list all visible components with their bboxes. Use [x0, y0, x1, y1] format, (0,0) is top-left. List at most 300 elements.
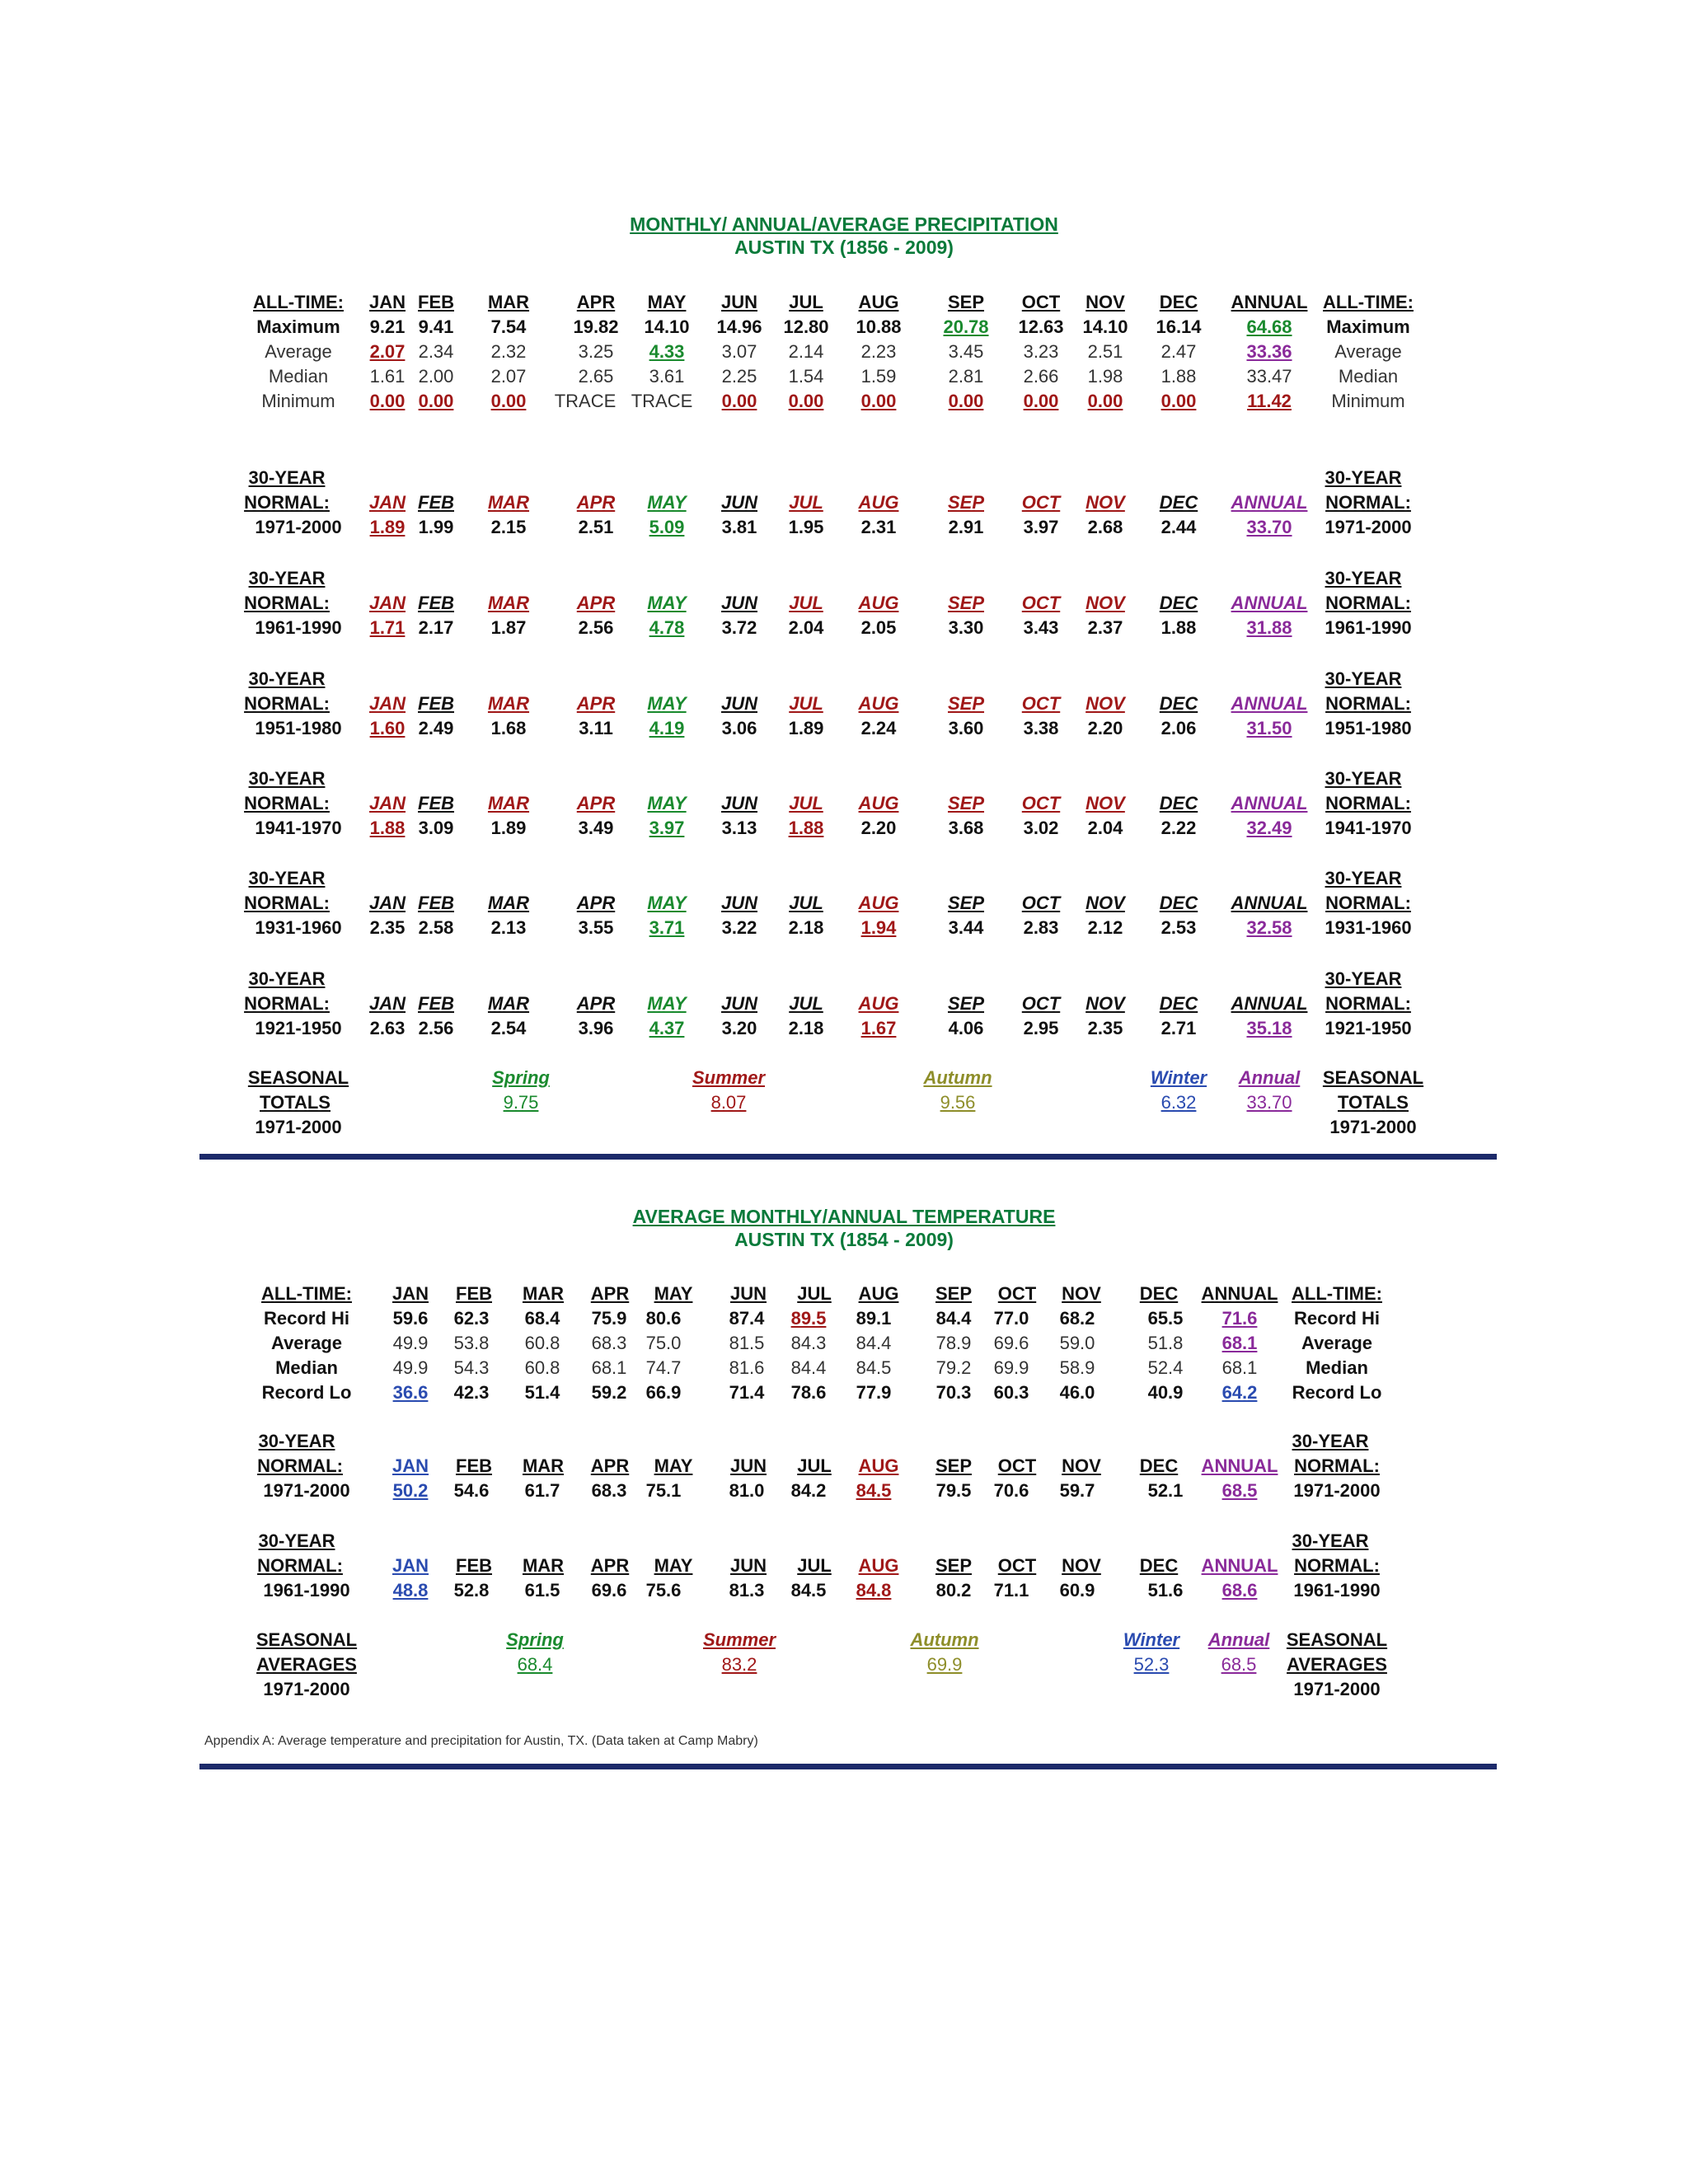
data-cell: 84.4	[856, 1333, 892, 1353]
month-header: NOV	[1085, 993, 1125, 1014]
data-cell: 2.35	[1087, 1018, 1123, 1038]
month-header: JAN	[368, 793, 406, 813]
seasonal-line2-right: AVERAGES	[1287, 1654, 1387, 1675]
seasonal-line1: SEASONAL	[247, 1067, 349, 1088]
data-cell: 32.58	[1246, 917, 1292, 938]
normal-line2: NORMAL:	[244, 693, 330, 714]
month-header: ANNUAL	[1231, 993, 1308, 1014]
data-cell: 74.7	[645, 1357, 682, 1378]
normal-period-right: 1951-1980	[1325, 718, 1412, 738]
data-cell: 79.5	[935, 1480, 972, 1501]
temp-title: AVERAGE MONTHLY/ANNUAL TEMPERATURE	[632, 1206, 1056, 1227]
summer-value: 8.07	[710, 1092, 747, 1113]
data-cell: 0.00	[418, 391, 454, 411]
seasonal-line2: TOTALS	[260, 1092, 331, 1113]
winter-value: 6.32	[1160, 1092, 1197, 1113]
seasonal-period: 1971-2000	[255, 1117, 342, 1137]
month-header: ANNUAL	[1231, 793, 1308, 813]
normal-period: 1921-1950	[255, 1018, 342, 1038]
month-header: APR	[576, 492, 616, 513]
data-cell: 2.56	[418, 1018, 454, 1038]
data-cell: 3.45	[948, 341, 984, 362]
month-header: AUG	[858, 1283, 899, 1304]
data-cell: 48.8	[392, 1580, 429, 1601]
winter-label: Winter	[1123, 1629, 1180, 1650]
normal-values-row	[0, 916, 1688, 940]
normal-period: 1971-2000	[263, 1480, 350, 1501]
month-header: JUN	[720, 593, 758, 613]
normal-header-row	[0, 490, 1688, 515]
month-header: AUG	[858, 1455, 899, 1476]
month-header: APR	[590, 1455, 630, 1476]
month-header: FEB	[418, 492, 454, 513]
data-cell: 71.4	[729, 1382, 765, 1403]
seasonal-line1-right: SEASONAL	[1286, 1629, 1388, 1650]
month-header: AUG	[858, 593, 899, 613]
data-cell: 3.68	[948, 818, 984, 838]
data-cell: 81.5	[729, 1333, 765, 1353]
annual-value: 33.70	[1246, 1092, 1292, 1113]
data-cell: 3.07	[721, 341, 757, 362]
temp-alltime-header	[0, 1282, 1688, 1306]
normal-line2: NORMAL:	[257, 1555, 343, 1576]
data-cell: 9.41	[418, 316, 454, 337]
data-cell: 59.7	[1059, 1480, 1095, 1501]
data-cell: 84.4	[935, 1308, 972, 1329]
data-cell: 1.68	[490, 718, 527, 738]
month-header: DEC	[1159, 292, 1198, 312]
row-label-right: Median	[1338, 366, 1399, 387]
data-cell: 66.9	[645, 1382, 682, 1403]
month-header: MAR	[487, 993, 530, 1014]
normal-period-right: 1931-1960	[1325, 917, 1412, 938]
data-cell: 1.88	[1160, 617, 1197, 638]
row-label: Median	[268, 366, 329, 387]
month-header: ANNUAL	[1231, 292, 1308, 312]
data-cell: 20.78	[943, 316, 989, 337]
data-cell: 31.88	[1246, 617, 1292, 638]
precip-alltime-header	[0, 290, 1688, 315]
month-header: AUG	[858, 492, 899, 513]
month-header: JUL	[789, 593, 823, 613]
month-header: MAY	[647, 292, 687, 312]
month-header: FEB	[418, 993, 454, 1014]
data-cell: 68.4	[524, 1308, 560, 1329]
data-cell: 3.71	[649, 917, 685, 938]
summer-value: 83.2	[721, 1654, 757, 1675]
data-cell: 78.9	[935, 1333, 972, 1353]
month-header: NOV	[1085, 893, 1125, 913]
data-cell: 0.00	[1160, 391, 1197, 411]
month-header: OCT	[1021, 693, 1061, 714]
month-header: ANNUAL	[1231, 693, 1308, 714]
normal-line2-right: NORMAL:	[1294, 1455, 1380, 1476]
normal-line2-right: NORMAL:	[1325, 793, 1411, 813]
month-header: APR	[576, 593, 616, 613]
month-header: DEC	[1159, 793, 1198, 813]
normal-line1-right: 30-YEAR	[1325, 467, 1402, 488]
normal-line2-right: NORMAL:	[1325, 593, 1411, 613]
data-cell: 2.47	[1160, 341, 1197, 362]
data-cell: 61.7	[524, 1480, 560, 1501]
normal-period: 1961-1990	[263, 1580, 350, 1601]
month-header: SEP	[947, 492, 985, 513]
month-header: MAY	[654, 1283, 693, 1304]
month-header: AUG	[858, 893, 899, 913]
row-label: Record Lo	[261, 1382, 352, 1403]
normal-values-row	[0, 616, 1688, 640]
month-header: MAR	[522, 1283, 565, 1304]
precip-subtitle: AUSTIN TX (1856 - 2009)	[734, 237, 954, 258]
data-cell: 64.2	[1221, 1382, 1258, 1403]
alltime-label: ALL-TIME:	[261, 1283, 352, 1304]
month-header: SEP	[947, 593, 985, 613]
temp-alltime-row	[0, 1331, 1688, 1356]
month-header: SEP	[947, 793, 985, 813]
row-label: Average	[270, 1333, 343, 1353]
normal-title-row	[0, 667, 1688, 691]
data-cell: 3.06	[721, 718, 757, 738]
seasonal-period-right: 1971-2000	[1329, 1117, 1417, 1137]
data-cell: 2.58	[418, 917, 454, 938]
month-header: JAN	[392, 1555, 429, 1576]
month-header: OCT	[1021, 993, 1061, 1014]
normal-period-right: 1921-1950	[1325, 1018, 1412, 1038]
data-cell: 2.53	[1160, 917, 1197, 938]
data-cell: TRACE	[631, 391, 693, 411]
data-cell: 3.55	[578, 917, 614, 938]
normal-period-right: 1971-2000	[1325, 517, 1412, 537]
month-header: APR	[590, 1555, 630, 1576]
data-cell: 1.61	[369, 366, 406, 387]
month-header: JUL	[797, 1555, 832, 1576]
month-header: MAR	[522, 1455, 565, 1476]
normal-values-row	[0, 716, 1688, 741]
seasonal-row-1	[0, 1628, 1688, 1652]
data-cell: 65.5	[1147, 1308, 1184, 1329]
data-cell: 2.35	[369, 917, 406, 938]
data-cell: 80.2	[935, 1580, 972, 1601]
normal-line1-right: 30-YEAR	[1325, 868, 1402, 888]
winter-label: Winter	[1150, 1067, 1207, 1088]
normal-title-row	[0, 1429, 1688, 1454]
month-header: AUG	[858, 1555, 899, 1576]
data-cell: 46.0	[1059, 1382, 1095, 1403]
normal-line2: NORMAL:	[244, 893, 330, 913]
data-cell: 84.4	[790, 1357, 827, 1378]
month-header: MAY	[647, 893, 687, 913]
data-cell: 19.82	[573, 316, 619, 337]
normal-title-row	[0, 566, 1688, 591]
month-header: NOV	[1062, 1555, 1101, 1576]
month-header: FEB	[418, 593, 454, 613]
month-header: FEB	[418, 793, 454, 813]
normal-line2-right: NORMAL:	[1325, 893, 1411, 913]
normal-header-row	[0, 1454, 1688, 1479]
alltime-label: ALL-TIME:	[253, 292, 344, 312]
month-header: JUL	[797, 1455, 832, 1476]
data-cell: 61.5	[524, 1580, 560, 1601]
spring-label: Spring	[506, 1629, 564, 1650]
month-header: OCT	[997, 1555, 1037, 1576]
data-cell: 2.32	[490, 341, 527, 362]
month-header: DEC	[1159, 593, 1198, 613]
month-header: JAN	[368, 893, 406, 913]
data-cell: 2.34	[418, 341, 454, 362]
temp-subtitle: AUSTIN TX (1854 - 2009)	[734, 1229, 954, 1250]
data-cell: 4.19	[649, 718, 685, 738]
temp-alltime-row	[0, 1380, 1688, 1405]
normal-title-row	[0, 466, 1688, 490]
data-cell: 14.10	[644, 316, 690, 337]
temp-title-block	[0, 1205, 1688, 1251]
data-cell: 42.3	[453, 1382, 490, 1403]
data-cell: 1.87	[490, 617, 527, 638]
data-cell: 62.3	[453, 1308, 490, 1329]
month-header: APR	[576, 993, 616, 1014]
precip-alltime-row	[0, 389, 1688, 414]
data-cell: 51.8	[1147, 1333, 1184, 1353]
data-cell: 1.99	[418, 517, 454, 537]
data-cell: 68.1	[1221, 1333, 1258, 1353]
data-cell: 16.14	[1156, 316, 1202, 337]
data-cell: 2.14	[788, 341, 824, 362]
autumn-value: 69.9	[926, 1654, 963, 1675]
seasonal-line1-right: SEASONAL	[1322, 1067, 1424, 1088]
normal-line1: 30-YEAR	[248, 768, 326, 789]
row-label-right: Record Hi	[1294, 1308, 1380, 1329]
data-cell: 2.17	[418, 617, 454, 638]
month-header: AUG	[858, 292, 899, 312]
data-cell: 52.4	[1147, 1357, 1184, 1378]
data-cell: 2.07	[369, 341, 406, 362]
normal-line2-right: NORMAL:	[1325, 492, 1411, 513]
data-cell: 2.91	[948, 517, 984, 537]
data-cell: 4.33	[649, 341, 685, 362]
normal-line1: 30-YEAR	[248, 467, 326, 488]
data-cell: 1.95	[788, 517, 824, 537]
data-cell: 71.1	[993, 1580, 1029, 1601]
month-header: NOV	[1062, 1455, 1101, 1476]
data-cell: 2.25	[721, 366, 757, 387]
data-cell: 70.3	[935, 1382, 972, 1403]
month-header: FEB	[456, 1455, 492, 1476]
month-header: AUG	[858, 693, 899, 714]
normal-header-row	[0, 1554, 1688, 1578]
precip-alltime-row	[0, 315, 1688, 340]
data-cell: 60.3	[993, 1382, 1029, 1403]
seasonal-period-right: 1971-2000	[1293, 1679, 1381, 1699]
data-cell: 2.65	[578, 366, 614, 387]
data-cell: 51.4	[524, 1382, 560, 1403]
month-header: JAN	[392, 1283, 429, 1304]
month-header: NOV	[1062, 1283, 1101, 1304]
row-label-right: Average	[1334, 341, 1402, 362]
month-header: OCT	[1021, 893, 1061, 913]
month-header: JUN	[729, 1555, 767, 1576]
month-header: FEB	[418, 292, 454, 312]
data-cell: 50.2	[392, 1480, 429, 1501]
data-cell: 9.21	[369, 316, 406, 337]
month-header: FEB	[456, 1283, 492, 1304]
normal-values-row	[0, 1479, 1688, 1503]
data-cell: 0.00	[1087, 391, 1123, 411]
normal-line1-right: 30-YEAR	[1325, 968, 1402, 989]
month-header: MAY	[647, 693, 687, 714]
month-header: JUN	[720, 492, 758, 513]
temp-alltime-row	[0, 1356, 1688, 1380]
data-cell: 68.3	[591, 1333, 627, 1353]
data-cell: 77.0	[993, 1308, 1029, 1329]
month-header: AUG	[858, 993, 899, 1014]
data-cell: 10.88	[856, 316, 902, 337]
data-cell: 75.6	[645, 1580, 682, 1601]
seasonal-row-2	[0, 1090, 1688, 1115]
data-cell: 68.2	[1059, 1308, 1095, 1329]
data-cell: 3.09	[418, 818, 454, 838]
data-cell: 69.9	[993, 1357, 1029, 1378]
normal-header-row	[0, 691, 1688, 716]
data-cell: 87.4	[729, 1308, 765, 1329]
data-cell: 14.96	[716, 316, 762, 337]
data-cell: 1.98	[1087, 366, 1123, 387]
month-header: JUN	[729, 1283, 767, 1304]
data-cell: 2.18	[788, 917, 824, 938]
normal-title-row	[0, 766, 1688, 791]
normal-line2: NORMAL:	[244, 993, 330, 1014]
spring-value: 9.75	[503, 1092, 539, 1113]
normal-line1: 30-YEAR	[248, 668, 326, 689]
data-cell: 84.5	[856, 1480, 892, 1501]
data-cell: 64.68	[1246, 316, 1292, 337]
normal-line2-right: NORMAL:	[1325, 993, 1411, 1014]
month-header: APR	[576, 793, 616, 813]
normal-period-right: 1961-1990	[1293, 1580, 1381, 1601]
month-header: ANNUAL	[1201, 1455, 1278, 1476]
month-header: DEC	[1159, 993, 1198, 1014]
month-header: JAN	[368, 292, 406, 312]
normal-values-row	[0, 515, 1688, 540]
data-cell: 68.3	[591, 1480, 627, 1501]
data-cell: TRACE	[554, 391, 617, 411]
precip-alltime-row	[0, 340, 1688, 364]
month-header: JAN	[368, 993, 406, 1014]
month-header: MAR	[487, 693, 530, 714]
month-header: MAR	[487, 292, 530, 312]
normal-period: 1971-2000	[255, 517, 342, 537]
month-header: ANNUAL	[1231, 893, 1308, 913]
data-cell: 3.30	[948, 617, 984, 638]
data-cell: 80.6	[645, 1308, 682, 1329]
normal-line2-right: NORMAL:	[1325, 693, 1411, 714]
month-header: JAN	[368, 492, 406, 513]
data-cell: 1.71	[369, 617, 406, 638]
data-cell: 52.1	[1147, 1480, 1184, 1501]
month-header: FEB	[456, 1555, 492, 1576]
normal-title-row	[0, 967, 1688, 991]
normal-values-row	[0, 1016, 1688, 1041]
data-cell: 54.3	[453, 1357, 490, 1378]
data-cell: 3.44	[948, 917, 984, 938]
normal-period: 1931-1960	[255, 917, 342, 938]
annual-label: Annual	[1207, 1629, 1270, 1650]
data-cell: 2.15	[490, 517, 527, 537]
month-header: NOV	[1085, 793, 1125, 813]
normal-header-row	[0, 891, 1688, 916]
data-cell: 3.11	[579, 718, 613, 738]
normal-header-row	[0, 991, 1688, 1016]
data-cell: 84.8	[856, 1580, 892, 1601]
data-cell: 2.04	[1087, 818, 1123, 838]
normal-line2: NORMAL:	[244, 492, 330, 513]
data-cell: 84.5	[790, 1580, 827, 1601]
data-cell: 68.1	[591, 1357, 627, 1378]
normal-line2: NORMAL:	[244, 793, 330, 813]
normal-line1: 30-YEAR	[258, 1431, 335, 1451]
normal-period-right: 1961-1990	[1325, 617, 1412, 638]
data-cell: 1.54	[788, 366, 824, 387]
row-label-right: Minimum	[1331, 391, 1405, 411]
data-cell: 33.70	[1246, 517, 1292, 537]
month-header: JUL	[789, 492, 823, 513]
data-cell: 33.36	[1246, 341, 1292, 362]
month-header: APR	[576, 693, 616, 714]
normal-line1: 30-YEAR	[248, 868, 326, 888]
seasonal-row-3	[0, 1677, 1688, 1702]
summer-label: Summer	[702, 1629, 776, 1650]
month-header: JUL	[789, 993, 823, 1014]
normal-period-right: 1971-2000	[1293, 1480, 1381, 1501]
normal-line1: 30-YEAR	[248, 968, 326, 989]
month-header: ANNUAL	[1201, 1555, 1278, 1576]
alltime-label-right: ALL-TIME:	[1292, 1283, 1382, 1304]
data-cell: 2.04	[788, 617, 824, 638]
normal-line1-right: 30-YEAR	[1325, 568, 1402, 588]
seasonal-line2-right: TOTALS	[1338, 1092, 1409, 1113]
normal-period: 1951-1980	[255, 718, 342, 738]
normal-line2-right: NORMAL:	[1294, 1555, 1380, 1576]
normal-header-row	[0, 791, 1688, 816]
spring-label: Spring	[492, 1067, 550, 1088]
seasonal-line2: AVERAGES	[256, 1654, 357, 1675]
month-header: JUN	[729, 1455, 767, 1476]
data-cell: 2.95	[1023, 1018, 1059, 1038]
row-label-right: Maximum	[1326, 316, 1410, 337]
data-cell: 54.6	[453, 1480, 490, 1501]
month-header: AUG	[858, 793, 899, 813]
data-cell: 0.00	[369, 391, 406, 411]
data-cell: 0.00	[490, 391, 527, 411]
month-header: NOV	[1085, 492, 1125, 513]
data-cell: 75.0	[645, 1333, 682, 1353]
month-header: MAY	[654, 1455, 693, 1476]
data-cell: 2.23	[860, 341, 897, 362]
data-cell: 59.6	[392, 1308, 429, 1329]
data-cell: 0.00	[721, 391, 757, 411]
data-cell: 81.3	[729, 1580, 765, 1601]
month-header: JUN	[720, 993, 758, 1014]
month-header: DEC	[1139, 1555, 1179, 1576]
data-cell: 75.9	[591, 1308, 627, 1329]
annual-label: Annual	[1238, 1067, 1301, 1088]
data-cell: 1.89	[490, 818, 527, 838]
data-cell: 49.9	[392, 1357, 429, 1378]
data-cell: 3.61	[649, 366, 685, 387]
precip-alltime-row	[0, 364, 1688, 389]
data-cell: 1.59	[860, 366, 897, 387]
data-cell: 1.88	[1160, 366, 1197, 387]
data-cell: 2.66	[1023, 366, 1059, 387]
